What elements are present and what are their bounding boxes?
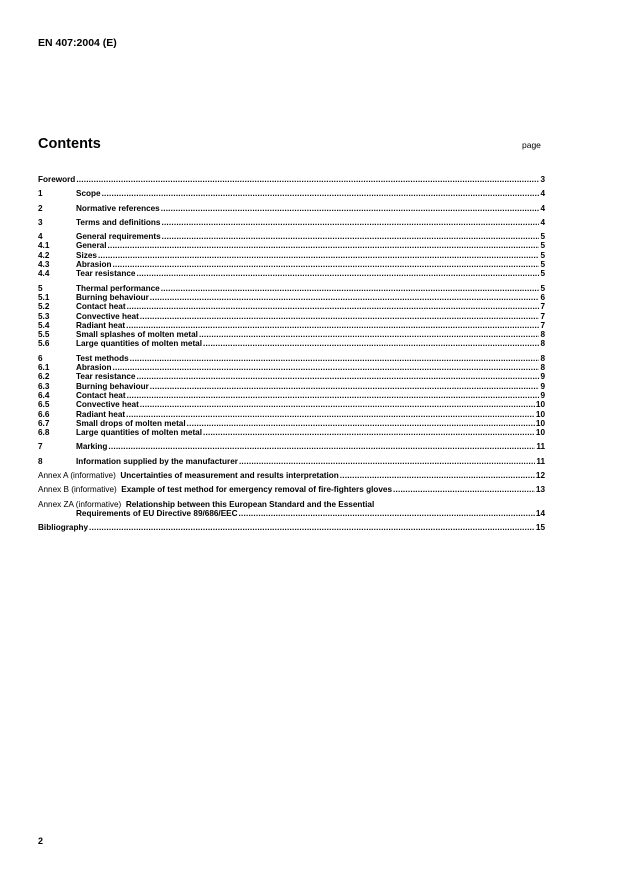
toc-number: 5.5 [38,330,50,340]
contents-title: Contents [38,136,101,152]
toc-entry-3[interactable] [38,218,545,227]
toc-entry-4-2[interactable] [38,251,545,260]
toc-page: 7 [540,320,545,330]
toc-entry-6-6[interactable] [38,410,545,419]
toc-number: 2 [38,203,43,213]
toc-title: Radiant heat [76,320,126,330]
toc-page: 3 [540,175,545,184]
page-column-label: page [522,140,541,150]
toc-entry-5-3[interactable] [38,312,545,321]
annex-prefix: Annex ZA (informative) [38,499,122,509]
toc-entry-foreword[interactable] [38,175,545,184]
toc-page: 5 [540,283,545,293]
toc-entry-4-4[interactable] [38,269,545,278]
toc-title: Convective heat [76,400,139,410]
toc-entry-7[interactable] [38,442,545,451]
toc-title: Abrasion [76,260,112,270]
toc-entry-6-4[interactable] [38,391,545,400]
toc-page: 5 [540,269,545,279]
toc-page: 5 [540,260,545,270]
toc-number: 3 [38,217,43,227]
toc-group-annex-b [38,485,545,494]
annex-prefix: Annex B (informative) [38,485,117,495]
toc-entry-annex-za[interactable] [38,500,545,519]
toc-entry-4[interactable] [38,232,545,241]
toc-page: 9 [540,390,545,400]
toc-page: 7 [540,311,545,321]
toc-group-8 [38,457,545,466]
toc-number: 6 [38,353,43,363]
toc-entry-1[interactable] [38,189,545,198]
toc-entry-4-1[interactable] [38,241,545,250]
toc-entry-annex-a[interactable] [38,471,545,480]
toc-entry-2[interactable] [38,204,545,213]
toc-entry-6-2[interactable] [38,372,545,381]
toc-group-foreword [38,175,545,184]
toc-page: 11 [536,442,545,452]
toc-entry-6-3[interactable] [38,382,545,391]
toc-page: 10 [535,409,545,419]
toc-title: Large quantities of molten metal [76,339,203,349]
toc-group-7 [38,442,545,451]
toc-page: 14 [535,508,545,518]
toc-entry-8[interactable] [38,457,545,466]
table-of-contents [38,175,545,538]
toc-page: 4 [540,203,545,213]
toc-page: 8 [540,339,545,349]
toc-page: 5 [540,250,545,260]
toc-number: 5.2 [38,302,50,312]
page-number: 2 [38,836,44,846]
toc-entry-5-2[interactable] [38,302,545,311]
toc-group-6 [38,354,545,438]
toc-entry-bibliography[interactable] [38,523,545,532]
toc-page: 15 [535,523,545,533]
toc-number: 6.7 [38,418,50,428]
toc-title: Scope [76,189,101,199]
toc-number: 6.1 [38,363,50,373]
toc-number: 4.1 [38,241,50,251]
toc-number: 5.4 [38,320,50,330]
toc-number: 4 [38,232,43,242]
toc-title: Marking [76,442,108,452]
toc-group-4 [38,232,545,278]
toc-title: Radiant heat [76,409,126,419]
toc-title-line2: Requirements of EU Directive 89/686/EEC [76,508,238,518]
toc-title: General [76,241,107,251]
toc-page: 10 [535,400,545,410]
toc-number: 6.8 [38,428,50,438]
toc-page: 8 [540,330,545,340]
toc-page: 11 [536,456,545,466]
toc-entry-5-4[interactable] [38,321,545,330]
toc-title: Thermal performance [76,283,160,293]
toc-entry-6-5[interactable] [38,400,545,409]
toc-page: 8 [540,353,545,363]
toc-entry-6-8[interactable] [38,428,545,437]
toc-entry-5-6[interactable] [38,339,545,348]
toc-number: 5.3 [38,311,50,321]
toc-group-2 [38,204,545,213]
toc-page: 9 [540,381,545,391]
toc-number: 4.2 [38,250,50,260]
toc-page: 4 [540,189,545,199]
toc-title: Abrasion [76,363,112,373]
toc-entry-5-1[interactable] [38,293,545,302]
toc-title: Convective heat [76,311,139,321]
toc-number: 4.4 [38,269,50,279]
toc-page: 6 [540,292,545,302]
toc-title: Burning behaviour [76,381,149,391]
toc-number: 7 [38,442,43,452]
toc-group-3 [38,218,545,227]
toc-group-annex-za [38,500,545,519]
toc-group-annex-a [38,471,545,480]
annex-prefix: Annex A (informative) [38,471,116,481]
toc-page: 9 [540,372,545,382]
toc-entry-annex-b[interactable] [38,485,545,494]
toc-title: Test methods [76,353,129,363]
toc-entry-5[interactable] [38,284,545,293]
toc-number: 6.2 [38,372,50,382]
toc-page: 7 [540,302,545,312]
toc-title: Information supplied by the manufacturer [76,456,238,466]
toc-page: 10 [535,418,545,428]
toc-title: Foreword [38,175,76,184]
toc-page: 5 [540,241,545,251]
toc-title: Example of test method for emergency removal of fire-fighters gloves [121,485,393,495]
toc-title: Burning behaviour [76,292,149,302]
toc-number: 4.3 [38,260,50,270]
toc-number: 6.3 [38,381,50,391]
toc-title: Contact heat [76,390,126,400]
toc-title: Sizes [76,250,97,260]
toc-title-line1: Relationship between this European Standard and the Essential [125,499,375,509]
toc-number: 1 [38,189,43,199]
toc-number: 6.5 [38,400,50,410]
toc-number: 5.6 [38,339,50,349]
toc-number: 6.6 [38,409,50,419]
toc-title: Bibliography [38,523,89,533]
toc-page: 13 [535,485,545,495]
toc-entry-6-1[interactable] [38,363,545,372]
toc-page: 12 [535,471,545,481]
toc-page: 8 [540,363,545,373]
toc-number: 5 [38,283,43,293]
toc-number: 5.1 [38,292,50,302]
toc-title: Small splashes of molten metal [76,330,198,340]
document-id: EN 407:2004 (E) [38,37,117,49]
toc-title: Normative references [76,203,160,213]
toc-title: Tear resistance [76,372,136,382]
toc-number: 8 [38,456,43,466]
toc-title: Contact heat [76,302,126,312]
toc-title: Tear resistance [76,269,136,279]
toc-page: 4 [540,217,545,227]
toc-title: Uncertainties of measurement and results interpretation [120,471,339,481]
toc-page: 10 [535,428,545,438]
toc-number: 6.4 [38,390,50,400]
toc-entry-6[interactable] [38,354,545,363]
toc-group-bibliography [38,523,545,532]
toc-group-1 [38,189,545,198]
toc-page: 5 [540,232,545,242]
toc-title: Small drops of molten metal [76,418,186,428]
toc-entry-4-3[interactable] [38,260,545,269]
toc-entry-5-5[interactable] [38,330,545,339]
toc-title: Terms and definitions [76,217,161,227]
toc-title: General requirements [76,232,161,242]
toc-title: Large quantities of molten metal [76,428,203,438]
toc-group-5 [38,284,545,349]
toc-entry-6-7[interactable] [38,419,545,428]
